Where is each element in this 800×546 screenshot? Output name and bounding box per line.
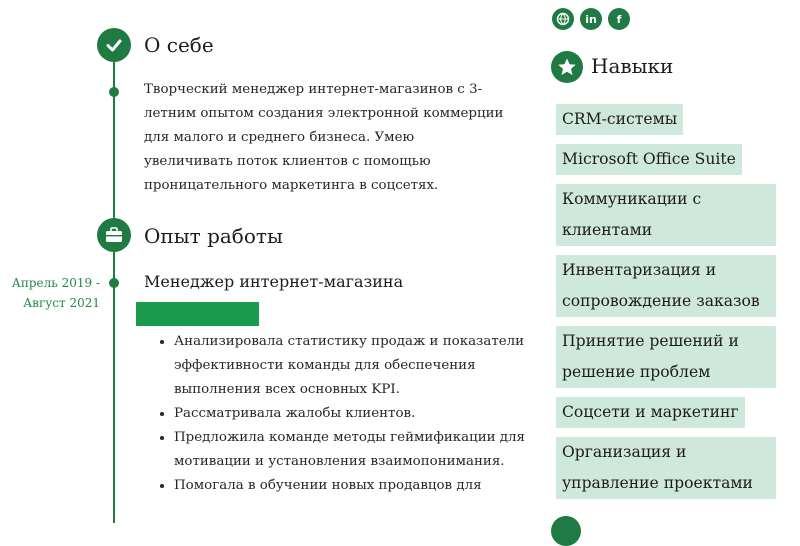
section-icon: [551, 516, 581, 546]
experience-title: Опыт работы: [144, 224, 283, 248]
globe-icon[interactable]: [552, 8, 574, 30]
skills-list: [556, 104, 776, 508]
job-title: Менеджер интернет-магазина: [144, 272, 404, 291]
skill-tag: Организация и управление проектами: [556, 437, 776, 499]
linkedin-glyph: in: [585, 12, 597, 26]
skill-tag: Коммуникации с клиентами: [556, 184, 776, 246]
star-icon: [551, 51, 583, 83]
job-duties-list: [154, 330, 534, 498]
about-text: Творческий менеджер интернет-магазинов с 3-летним опытом создания электронной коммерции для малого и среднего бизнеса. Умею увеличивать поток клиентов с помощью проницательного маркетинга в соцсетях.: [144, 82, 504, 193]
skill-tag: CRM-системы: [556, 104, 683, 135]
timeline-dot: [109, 278, 119, 288]
briefcase-icon: [97, 218, 131, 252]
list-item: • Рассматривала жалобы клиентов.: [174, 402, 534, 426]
skills-title: Навыки: [591, 54, 674, 78]
job-dates: Апрель 2019 - Август 2021: [11, 276, 100, 310]
facebook-icon[interactable]: [608, 8, 630, 30]
list-item: • Помогала в обучении новых продавцов для: [174, 474, 534, 498]
list-item: • Анализировала статистику продаж и показатели эффективности команды для обеспечения выполнения всех основных KPI.: [174, 330, 534, 402]
facebook-glyph: f: [616, 12, 622, 26]
linkedin-icon[interactable]: [580, 8, 602, 30]
skill-tag: Принятие решений и решение проблем: [556, 326, 776, 388]
about-title: О себе: [144, 33, 214, 57]
skill-tag: Инвентаризация и сопровождение заказов: [556, 255, 776, 317]
social-links: [552, 8, 636, 30]
skill-tag: Соцсети и маркетинг: [556, 397, 745, 428]
timeline-dot: [109, 87, 119, 97]
check-icon: [97, 28, 131, 62]
list-item: • Предложила команде методы геймификации для мотивации и установления взаимопонимания.: [174, 426, 534, 474]
company-name-bar: [136, 302, 259, 326]
skill-tag: Microsoft Office Suite: [556, 144, 742, 175]
